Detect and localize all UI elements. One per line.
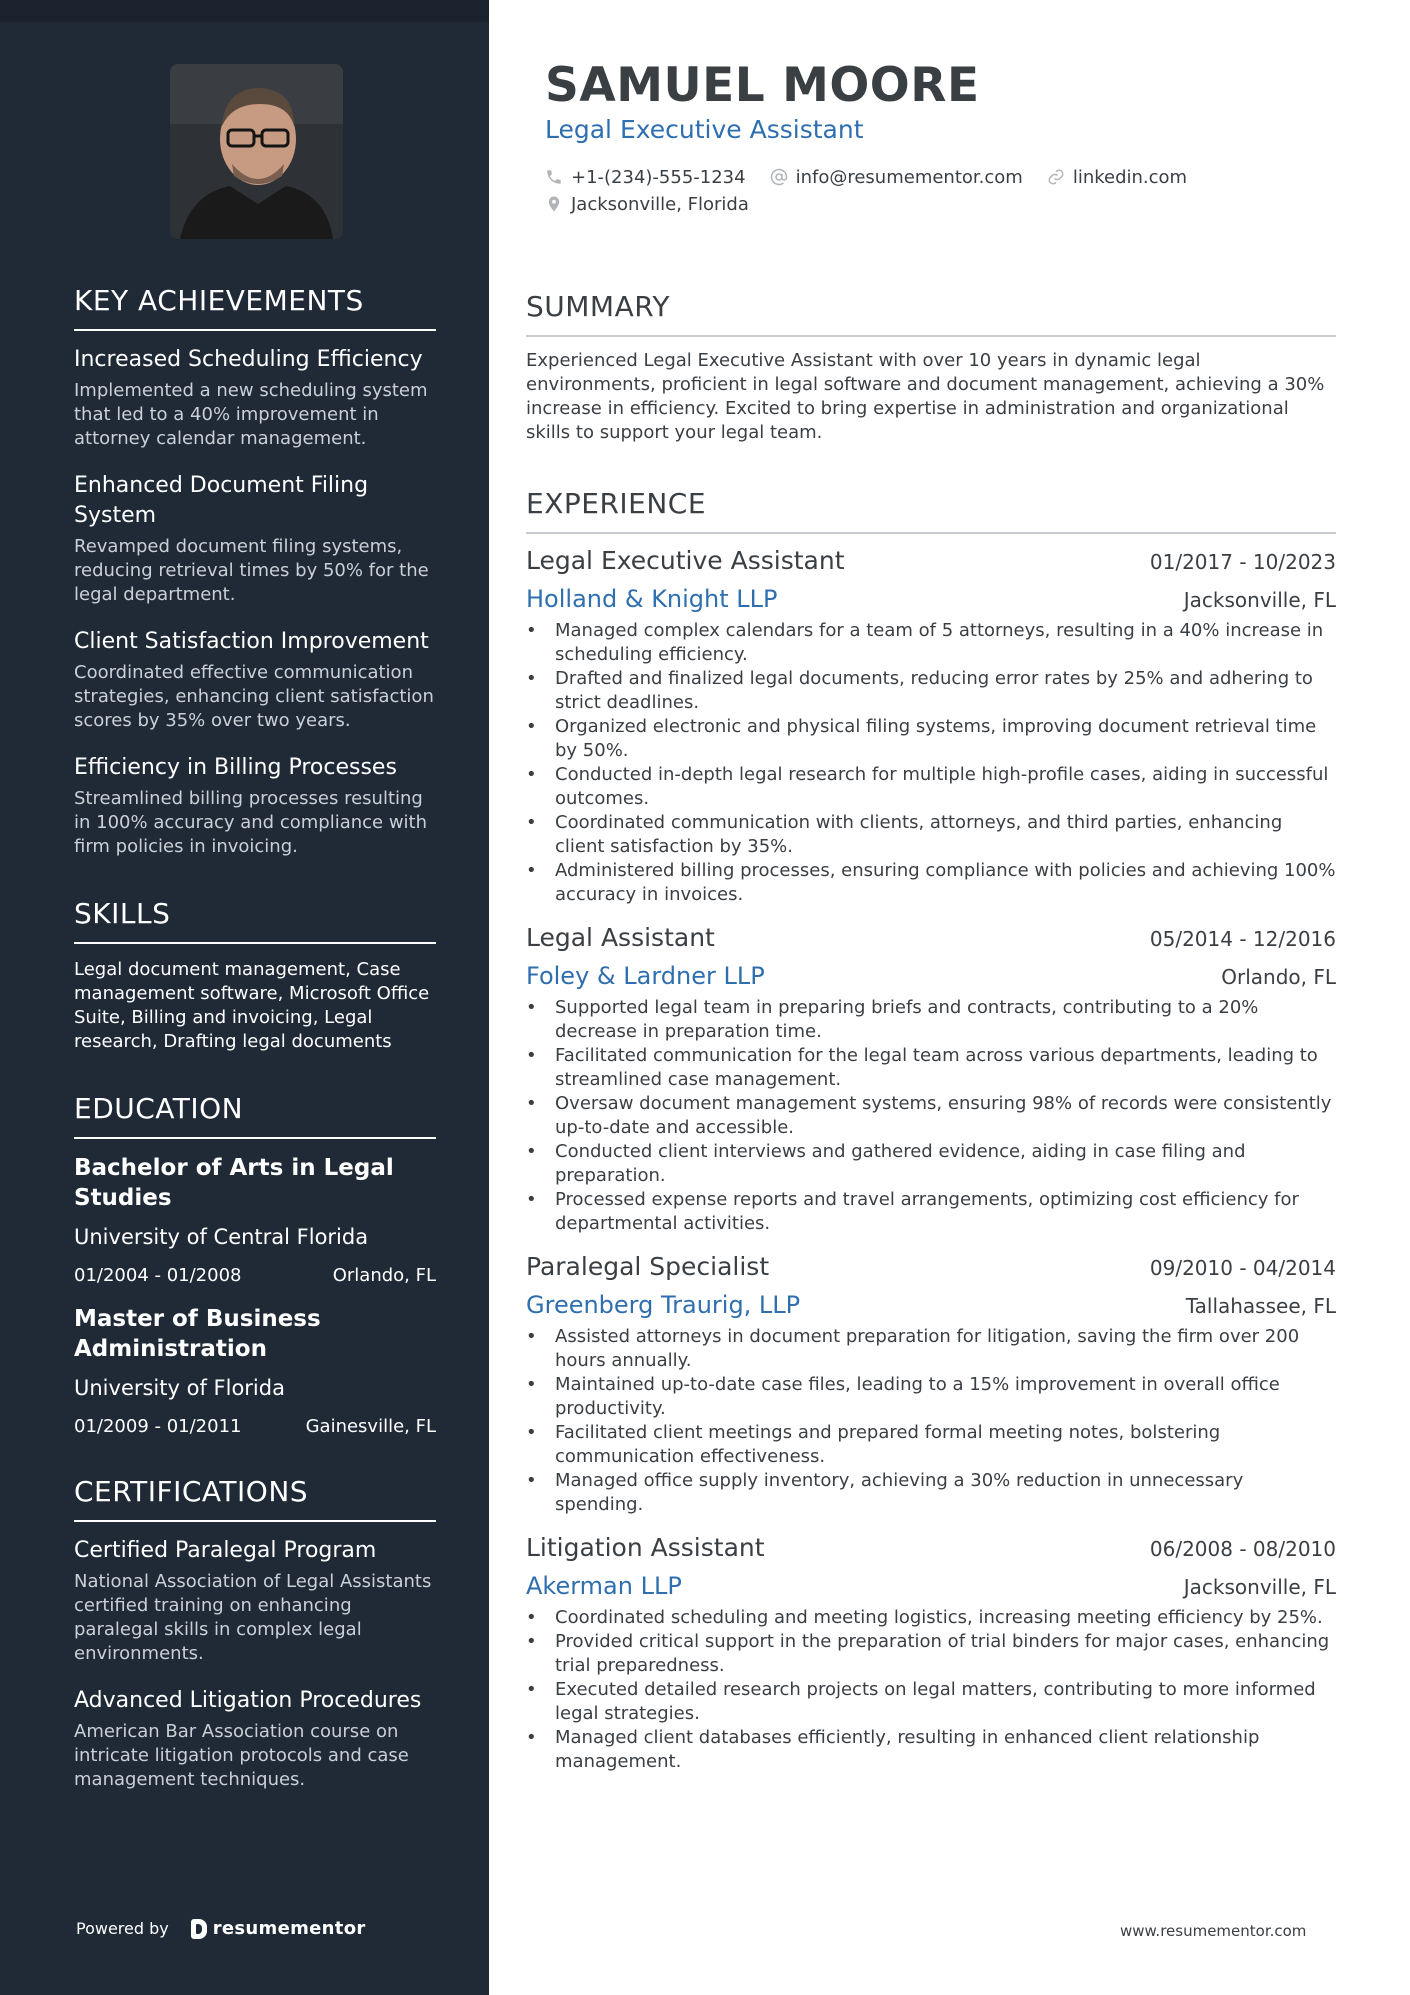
job-bullet: • Conducted client interviews and gathered evidence, aiding in case filing and preparation. xyxy=(526,1140,1336,1188)
job-bullet: • Organized electronic and physical filing systems, improving document retrieval time by 50%. xyxy=(526,715,1336,763)
sidebar xyxy=(0,0,489,1995)
job-title: Litigation Assistant xyxy=(526,1533,765,1562)
skills-heading: SKILLS xyxy=(74,897,436,944)
job-title: Paralegal Specialist xyxy=(526,1252,770,1281)
achievement-title: Increased Scheduling Efficiency xyxy=(74,347,423,372)
phone-text: +1-(234)-555-1234 xyxy=(571,166,746,188)
achievement-title: Efficiency in Billing Processes xyxy=(74,755,397,780)
job-bullet: • Administered billing processes, ensuring compliance with policies and achieving 100% accuracy in invoices. xyxy=(526,859,1336,907)
powered-by-label: Powered by xyxy=(76,1919,169,1938)
brand-name: resumementor xyxy=(212,1918,366,1939)
job-bullet: • Conducted in-depth legal research for multiple high-profile cases, aiding in successful outcomes. xyxy=(526,763,1336,811)
job-bullets xyxy=(526,1606,1336,1774)
job-bullet: • Drafted and finalized legal documents, reducing error rates by 25% and adhering to strict deadlines. xyxy=(526,667,1336,715)
certifications-section xyxy=(74,1475,436,1792)
job-dates: 09/2010 - 04/2014 xyxy=(1149,1256,1336,1280)
profile-photo xyxy=(170,64,343,239)
experience-heading: EXPERIENCE xyxy=(526,487,1336,534)
contact-phone[interactable] xyxy=(545,167,746,188)
education-degree: Bachelor of Arts in Legal Studies xyxy=(74,1155,394,1211)
certification-title: Advanced Litigation Procedures xyxy=(74,1688,422,1713)
education-item xyxy=(74,1304,436,1437)
footer-url[interactable]: www.resumementor.com xyxy=(1120,1922,1307,1940)
link-icon xyxy=(1047,168,1065,186)
sidebar-content xyxy=(74,284,436,1830)
job-entry xyxy=(526,923,1336,1236)
certification-title: Certified Paralegal Program xyxy=(74,1538,377,1563)
education-degree: Master of Business Administration xyxy=(74,1306,321,1362)
achievement-desc: Streamlined billing processes resulting in 100% accuracy and compliance with firm policies in invoicing. xyxy=(74,788,428,857)
skills-list: Legal document management, Case management software, Microsoft Office Suite, Billing and invoicing, Legal research, Drafting legal documents xyxy=(74,959,430,1052)
job-dates: 06/2008 - 08/2010 xyxy=(1149,1537,1336,1561)
achievement-item xyxy=(74,471,436,607)
job-title: Legal Executive Assistant xyxy=(526,546,845,575)
certification-desc: American Bar Association course on intricate litigation protocols and case management techniques. xyxy=(74,1721,409,1790)
achievement-item xyxy=(74,753,436,859)
achievements-section xyxy=(74,284,436,859)
certifications-heading: CERTIFICATIONS xyxy=(74,1475,436,1522)
summary-section xyxy=(526,290,1336,445)
summary-heading: SUMMARY xyxy=(526,290,1336,337)
candidate-role: Legal Executive Assistant xyxy=(545,115,864,144)
phone-icon xyxy=(545,168,563,186)
contact-info xyxy=(545,164,1245,218)
education-heading: EDUCATION xyxy=(74,1092,436,1139)
certification-desc: National Association of Legal Assistants certified training on enhancing paralegal skills in complex legal environments. xyxy=(74,1571,432,1664)
job-bullets xyxy=(526,619,1336,907)
job-entry xyxy=(526,546,1336,907)
achievement-title: Client Satisfaction Improvement xyxy=(74,629,429,654)
at-sign-icon xyxy=(770,168,788,186)
achievement-desc: Implemented a new scheduling system that led to a 40% improvement in attorney calendar management. xyxy=(74,380,428,449)
job-bullet: • Provided critical support in the preparation of trial binders for major cases, enhancing trial preparedness. xyxy=(526,1630,1336,1678)
job-bullet: • Assisted attorneys in document preparation for litigation, saving the firm over 200 hours annually. xyxy=(526,1325,1336,1373)
job-bullets xyxy=(526,996,1336,1236)
job-title: Legal Assistant xyxy=(526,923,715,952)
job-bullet: • Managed complex calendars for a team of 5 attorneys, resulting in a 40% increase in scheduling efficiency. xyxy=(526,619,1336,667)
contact-email[interactable] xyxy=(770,167,1023,188)
contact-location xyxy=(545,194,749,215)
map-pin-icon xyxy=(545,195,563,213)
education-location: Orlando, FL xyxy=(332,1265,436,1286)
job-location: Tallahassee, FL xyxy=(1185,1294,1336,1318)
job-location: Orlando, FL xyxy=(1221,965,1336,989)
candidate-name: SAMUEL MOORE xyxy=(545,58,980,113)
job-location: Jacksonville, FL xyxy=(1183,588,1336,612)
job-dates: 01/2017 - 10/2023 xyxy=(1149,550,1336,574)
location-text: Jacksonville, Florida xyxy=(571,193,749,215)
powered-by xyxy=(76,1918,366,1939)
brand-logo[interactable] xyxy=(191,1918,366,1939)
education-section xyxy=(74,1092,436,1437)
education-location: Gainesville, FL xyxy=(305,1416,436,1437)
job-bullet: • Processed expense reports and travel arrangements, optimizing cost efficiency for departmental activities. xyxy=(526,1188,1336,1236)
certification-item xyxy=(74,1686,436,1792)
job-bullet: • Executed detailed research projects on legal matters, contributing to more informed legal strategies. xyxy=(526,1678,1336,1726)
education-item xyxy=(74,1153,436,1286)
job-bullet: • Managed office supply inventory, achieving a 30% reduction in unnecessary spending. xyxy=(526,1469,1336,1517)
achievement-item xyxy=(74,627,436,733)
sidebar-top-bar xyxy=(0,0,489,22)
job-company: Akerman LLP xyxy=(526,1572,682,1600)
job-company: Holland & Knight LLP xyxy=(526,585,778,613)
achievement-item xyxy=(74,345,436,451)
achievement-title: Enhanced Document Filing System xyxy=(74,473,369,528)
job-bullet: • Managed client databases efficiently, resulting in enhanced client relationship management. xyxy=(526,1726,1336,1774)
job-bullet: • Coordinated scheduling and meeting logistics, increasing meeting efficiency by 25%. xyxy=(526,1606,1336,1630)
education-school: University of Central Florida xyxy=(74,1225,369,1249)
education-dates: 01/2009 - 01/2011 xyxy=(74,1416,242,1437)
education-dates: 01/2004 - 01/2008 xyxy=(74,1265,242,1286)
job-bullet: • Maintained up-to-date case files, leading to a 15% improvement in overall office productivity. xyxy=(526,1373,1336,1421)
job-dates: 05/2014 - 12/2016 xyxy=(1149,927,1336,951)
job-bullet: • Supported legal team in preparing briefs and contracts, contributing to a 20% decrease in preparation time. xyxy=(526,996,1336,1044)
job-bullet: • Oversaw document management systems, ensuring 98% of records were consistently up-to-date and accessible. xyxy=(526,1092,1336,1140)
experience-section xyxy=(526,487,1336,1774)
skills-section xyxy=(74,897,436,1054)
job-bullet: • Coordinated communication with clients, attorneys, and third parties, enhancing client satisfaction by 35%. xyxy=(526,811,1336,859)
summary-text: Experienced Legal Executive Assistant with over 10 years in dynamic legal environments, proficient in legal software and document management, achieving a 30% increase in efficiency. Excited to bring expertise in administration and organizational skills to support your legal team. xyxy=(526,350,1325,443)
education-school: University of Florida xyxy=(74,1376,285,1400)
job-entry xyxy=(526,1533,1336,1774)
linkedin-text: linkedin.com xyxy=(1072,166,1188,188)
job-entry xyxy=(526,1252,1336,1517)
certification-item xyxy=(74,1536,436,1666)
job-bullet: • Facilitated client meetings and prepared formal meeting notes, bolstering communication effectiveness. xyxy=(526,1421,1336,1469)
brand-logo-icon xyxy=(191,1919,207,1939)
job-company: Foley & Lardner LLP xyxy=(526,962,765,990)
achievements-heading: KEY ACHIEVEMENTS xyxy=(74,284,436,331)
job-company: Greenberg Traurig, LLP xyxy=(526,1291,801,1319)
contact-linkedin[interactable] xyxy=(1047,167,1187,188)
job-bullet: • Facilitated communication for the legal team across various departments, leading to streamlined case management. xyxy=(526,1044,1336,1092)
achievement-desc: Revamped document filing systems, reducing retrieval times by 50% for the legal department. xyxy=(74,536,429,605)
job-location: Jacksonville, FL xyxy=(1183,1575,1336,1599)
email-text: info@resumementor.com xyxy=(795,166,1023,188)
achievement-desc: Coordinated effective communication strategies, enhancing client satisfaction scores by 35% over two years. xyxy=(74,662,434,731)
job-bullets xyxy=(526,1325,1336,1517)
